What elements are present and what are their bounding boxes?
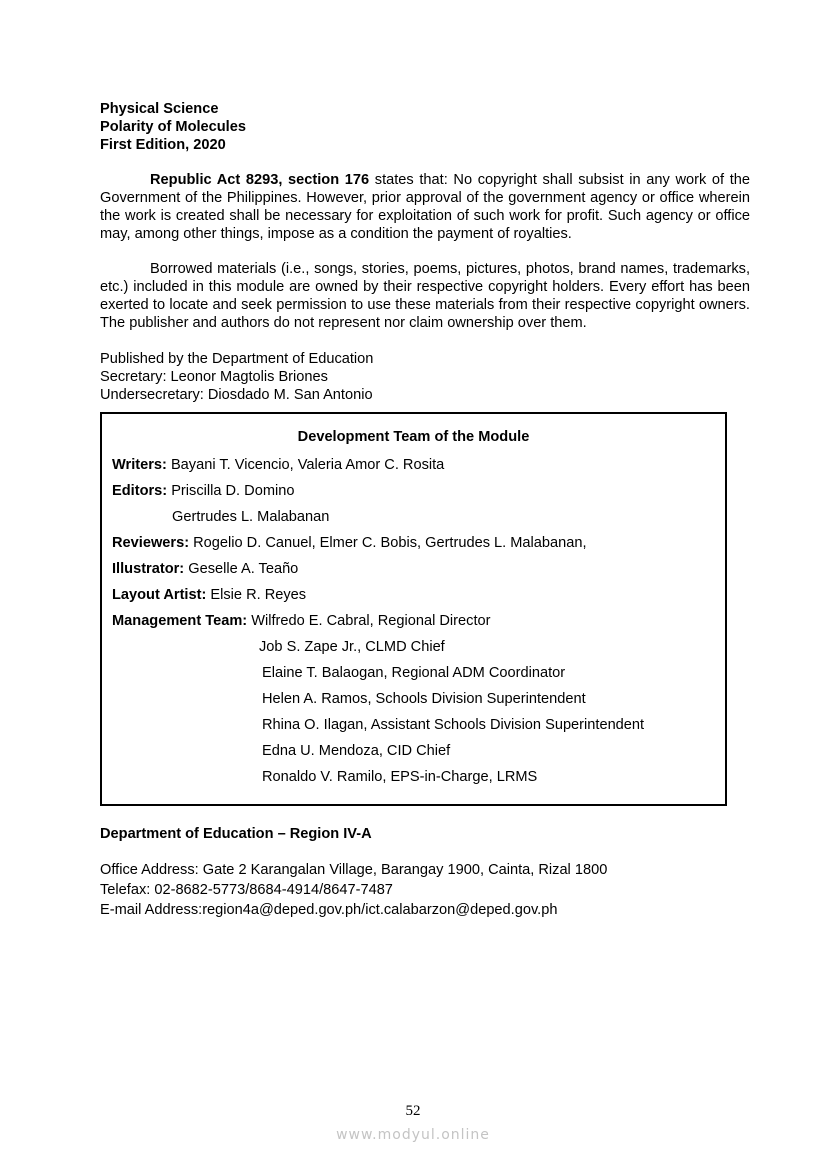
reviewers-row: [112, 534, 587, 552]
editors-label: Editors:: [112, 483, 168, 499]
law-reference: Republic Act 8293, section 176: [150, 172, 370, 188]
published-by: Published by the Department of Education: [100, 351, 374, 367]
illustrator-label: Illustrator:: [112, 561, 185, 577]
management-row: [262, 768, 537, 786]
telefax-line: Telefax: 02-8682-5773/8684-4914/8647-7487: [100, 882, 393, 898]
management-member: Helen A. Ramos, Schools Division Superintendent: [262, 691, 586, 707]
illustrator-value: Geselle A. Teaño: [184, 561, 299, 577]
management-member: Elaine T. Balaogan, Regional ADM Coordinator: [262, 665, 566, 681]
reviewers-value: Rogelio D. Canuel, Elmer C. Bobis, Gertrudes L. Malabanan,: [189, 535, 587, 551]
management-row: [259, 638, 445, 656]
management-member: Rhina O. Ilagan, Assistant Schools Division Superintendent: [262, 717, 645, 733]
contact-block: [100, 860, 607, 920]
borrowed-materials-paragraph: Borrowed materials (i.e., songs, stories, poems, pictures, photos, brand names, trademarks, etc.) included in this module are owned by their respective copyright holders. Every effort has been exerted to locate and seek permission to use these materials from their respective copyright owners. The publisher and authors do not represent nor claim ownership over them.: [100, 261, 750, 331]
management-label: Management Team:: [112, 613, 248, 629]
law-text: states that: No copyright shall subsist in any work of the Government of the Philippines. However, prior approval of the government agency or office wherein the work is created shall be necessary for exploitation of such work for profit. Such agency or office may, among other things, impose as a condition the payment of royalties.: [100, 172, 751, 242]
development-team-box: [100, 412, 727, 806]
layout-artist-value: Elsie R. Reyes: [206, 587, 307, 603]
team-heading: Development Team of the Module: [297, 429, 530, 445]
management-row: [262, 716, 644, 734]
copyright-paragraph: [100, 171, 750, 243]
management-row: [112, 612, 490, 630]
editors-row-2: [172, 508, 329, 526]
editors-row: [112, 482, 294, 500]
editors-value: Priscilla D. Domino: [167, 483, 295, 499]
undersecretary-line: Undersecretary: Diosdado M. San Antonio: [100, 387, 373, 403]
region-heading: Department of Education – Region IV-A: [100, 826, 372, 842]
subject-title: Physical Science: [100, 101, 219, 117]
writers-row: [112, 456, 444, 474]
edition-line: First Edition, 2020: [100, 137, 226, 153]
management-row: [262, 742, 450, 760]
watermark: www.modyul.online: [336, 1127, 490, 1143]
office-address: Office Address: Gate 2 Karangalan Village, Barangay 1900, Cainta, Rizal 1800: [100, 862, 608, 878]
publisher-block: [100, 350, 750, 404]
module-title: Polarity of Molecules: [100, 119, 246, 135]
email-line: E-mail Address:region4a@deped.gov.ph/ict.calabarzon@deped.gov.ph: [100, 902, 558, 918]
layout-artist-row: [112, 586, 306, 604]
title-block: [100, 100, 750, 154]
editors-value-2: Gertrudes L. Malabanan: [172, 509, 330, 525]
management-member: Job S. Zape Jr., CLMD Chief: [259, 639, 445, 655]
page-number: 52: [405, 1103, 421, 1119]
secretary-line: Secretary: Leonor Magtolis Briones: [100, 369, 328, 385]
writers-label: Writers:: [112, 457, 167, 473]
layout-artist-label: Layout Artist:: [112, 587, 207, 603]
reviewers-label: Reviewers:: [112, 535, 190, 551]
management-member: Ronaldo V. Ramilo, EPS-in-Charge, LRMS: [262, 769, 538, 785]
writers-value: Bayani T. Vicencio, Valeria Amor C. Rosita: [166, 457, 445, 473]
page-content: [100, 100, 750, 404]
management-member: Edna U. Mendoza, CID Chief: [262, 743, 451, 759]
management-row: [262, 690, 586, 708]
illustrator-row: [112, 560, 298, 578]
management-member: Wilfredo E. Cabral, Regional Director: [247, 613, 491, 629]
management-row: [262, 664, 565, 682]
